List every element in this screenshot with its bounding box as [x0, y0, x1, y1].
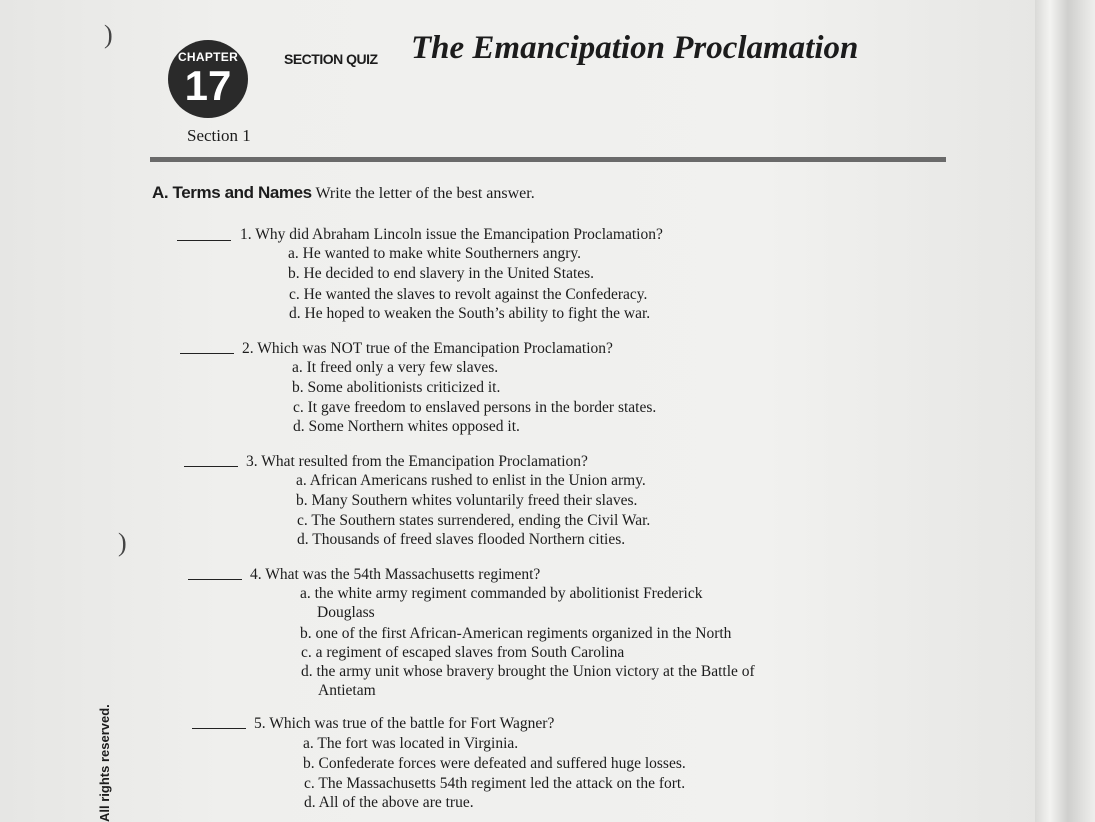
- answer-option: a. The fort was located in Virginia.: [303, 735, 519, 752]
- answer-blank[interactable]: [188, 579, 242, 580]
- answer-option: c. a regiment of escaped slaves from South Carolina: [301, 644, 625, 661]
- scan-mark: ): [104, 20, 113, 49]
- answer-option: c. It gave freedom to enslaved persons in the border states.: [293, 399, 657, 416]
- answer-blank[interactable]: [192, 728, 246, 729]
- answer-option: d. Some Northern whites opposed it.: [293, 418, 520, 435]
- section-label: Section 1: [187, 126, 251, 145]
- answer-option: d. All of the above are true.: [304, 794, 474, 811]
- answer-option: b. one of the first African-American regiments organized in the North: [300, 625, 732, 642]
- section-quiz-label: SECTION QUIZ: [284, 51, 378, 67]
- part-title: A. Terms and Names: [152, 183, 312, 202]
- answer-option-continued: Douglass: [317, 604, 375, 621]
- answer-blank[interactable]: [180, 353, 234, 354]
- part-heading: [152, 183, 535, 203]
- answer-option: a. It freed only a very few slaves.: [292, 359, 499, 376]
- answer-option: c. The Southern states surrendered, ending the Civil War.: [297, 512, 651, 529]
- chapter-number: 17: [184, 62, 232, 109]
- copyright-note: All rights reserved.: [97, 704, 112, 822]
- answer-option: b. He decided to end slavery in the United States.: [288, 265, 595, 282]
- answer-option: d. He hoped to weaken the South’s ability to fight the war.: [289, 305, 651, 322]
- answer-option: c. He wanted the slaves to revolt against the Confederacy.: [289, 286, 648, 303]
- question-text: 1. Why did Abraham Lincoln issue the Emancipation Proclamation?: [240, 226, 663, 243]
- part-instruction: Write the letter of the best answer.: [315, 185, 535, 202]
- scan-mark: ): [118, 528, 127, 557]
- answer-option: c. The Massachusetts 54th regiment led the attack on the fort.: [304, 775, 686, 792]
- divider-rule: [150, 157, 946, 162]
- answer-option: d. Thousands of freed slaves flooded Northern cities.: [297, 531, 626, 548]
- answer-option: b. Many Southern whites voluntarily freed their slaves.: [296, 492, 638, 509]
- answer-option: b. Confederate forces were defeated and suffered huge losses.: [303, 755, 686, 772]
- answer-option: a. He wanted to make white Southerners angry.: [288, 245, 581, 262]
- answer-option: b. Some abolitionists criticized it.: [292, 379, 501, 396]
- answer-blank[interactable]: [184, 466, 238, 467]
- chapter-label: CHAPTER: [177, 50, 239, 64]
- chapter-badge: [168, 40, 248, 118]
- question-text: 2. Which was NOT true of the Emancipation Proclamation?: [242, 340, 613, 357]
- page-edge: [1035, 0, 1095, 822]
- answer-blank[interactable]: [177, 240, 231, 241]
- answer-option-continued: Antietam: [318, 682, 376, 699]
- answer-option: a. the white army regiment commanded by abolitionist Frederick: [300, 585, 703, 602]
- answer-option: a. African Americans rushed to enlist in the Union army.: [296, 472, 646, 489]
- question-text: 4. What was the 54th Massachusetts regiment?: [250, 566, 541, 583]
- answer-option: d. the army unit whose bravery brought the Union victory at the Battle of: [301, 663, 755, 680]
- page-title: The Emancipation Proclamation: [411, 30, 859, 66]
- question-text: 3. What resulted from the Emancipation Proclamation?: [246, 453, 588, 470]
- question-text: 5. Which was true of the battle for Fort Wagner?: [254, 715, 555, 732]
